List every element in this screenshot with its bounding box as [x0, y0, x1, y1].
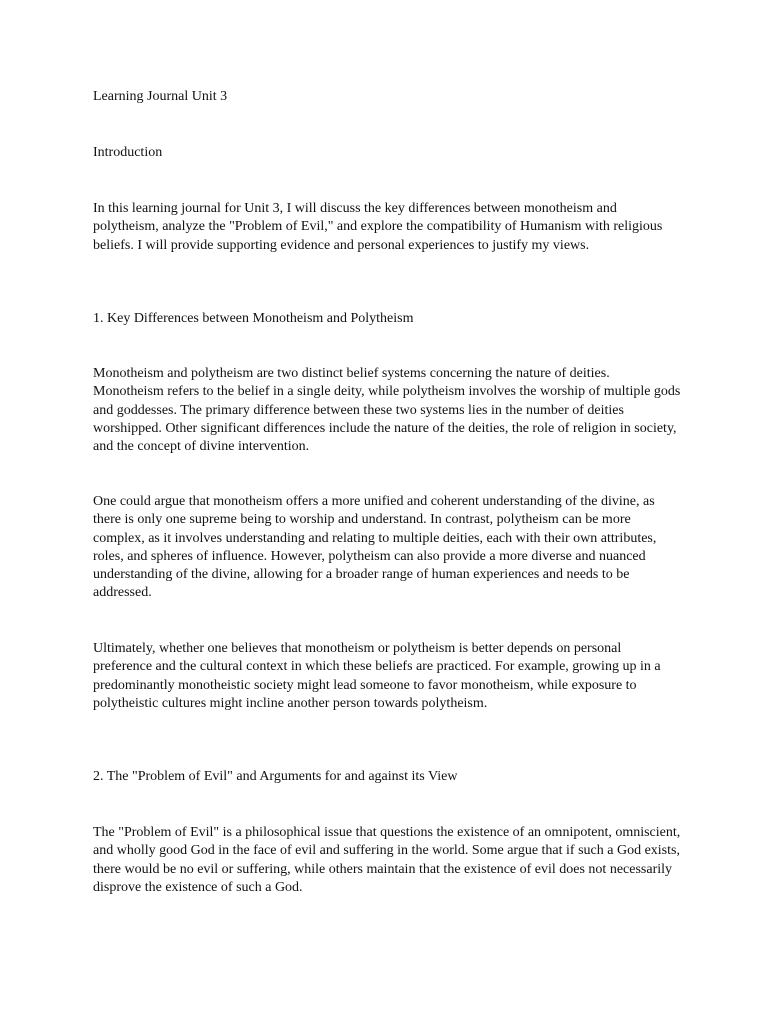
section2-paragraph-1: The "Problem of Evil" is a philosophical issue that questions the existence of an omnipotent, omniscient, and wholly good God in the face of evil and suffering in the world. Some argue that if such a God exists, there would be no evil or suffering, while others maintain that the existence of evil does not necessarily disprove the existence of such a God. — [93, 825, 681, 895]
section1-paragraph-2: One could argue that monotheism offers a more unified and coherent understanding of the divine, as there is only one supreme being to worship and understand. In contrast, polytheism can be more complex, as it involves understanding and relating to multiple deities, each with their own attributes, roles, and spheres of influence. However, polytheism can also provide a more diverse and nuanced understanding of the divine, allowing for a broader range of human experiences and needs to be addressed. — [93, 494, 657, 601]
intro-heading: Introduction — [93, 145, 163, 160]
section1-heading: 1. Key Differences between Monotheism and Polytheism — [93, 311, 414, 326]
section1-paragraph-1: Monotheism and polytheism are two distinct belief systems concerning the nature of deities. Monotheism refers to the belief in a single deity, while polytheism involves the worship of multiple gods and goddesses. The primary difference between these two systems lies in the number of deities worshipped. Other significant differences include the nature of the deities, the role of religion in society, and the concept of divine intervention. — [93, 366, 681, 455]
intro-paragraph: In this learning journal for Unit 3, I will discuss the key differences between monotheism and polytheism, analyze the "Problem of Evil," and explore the compatibility of Humanism with religious beliefs. I will provide supporting evidence and personal experiences to justify my views. — [93, 201, 663, 253]
document-title: Learning Journal Unit 3 — [93, 89, 228, 104]
section1-paragraph-3: Ultimately, whether one believes that monotheism or polytheism is better depends on personal preference and the cultural context in which these beliefs are practiced. For example, growing up in a predominantly monotheistic society might lead someone to favor monotheism, while exposure to polytheistic cultures might incline another person towards polytheism. — [93, 641, 661, 711]
section2-heading: 2. The "Problem of Evil" and Arguments for and against its View — [93, 769, 458, 784]
